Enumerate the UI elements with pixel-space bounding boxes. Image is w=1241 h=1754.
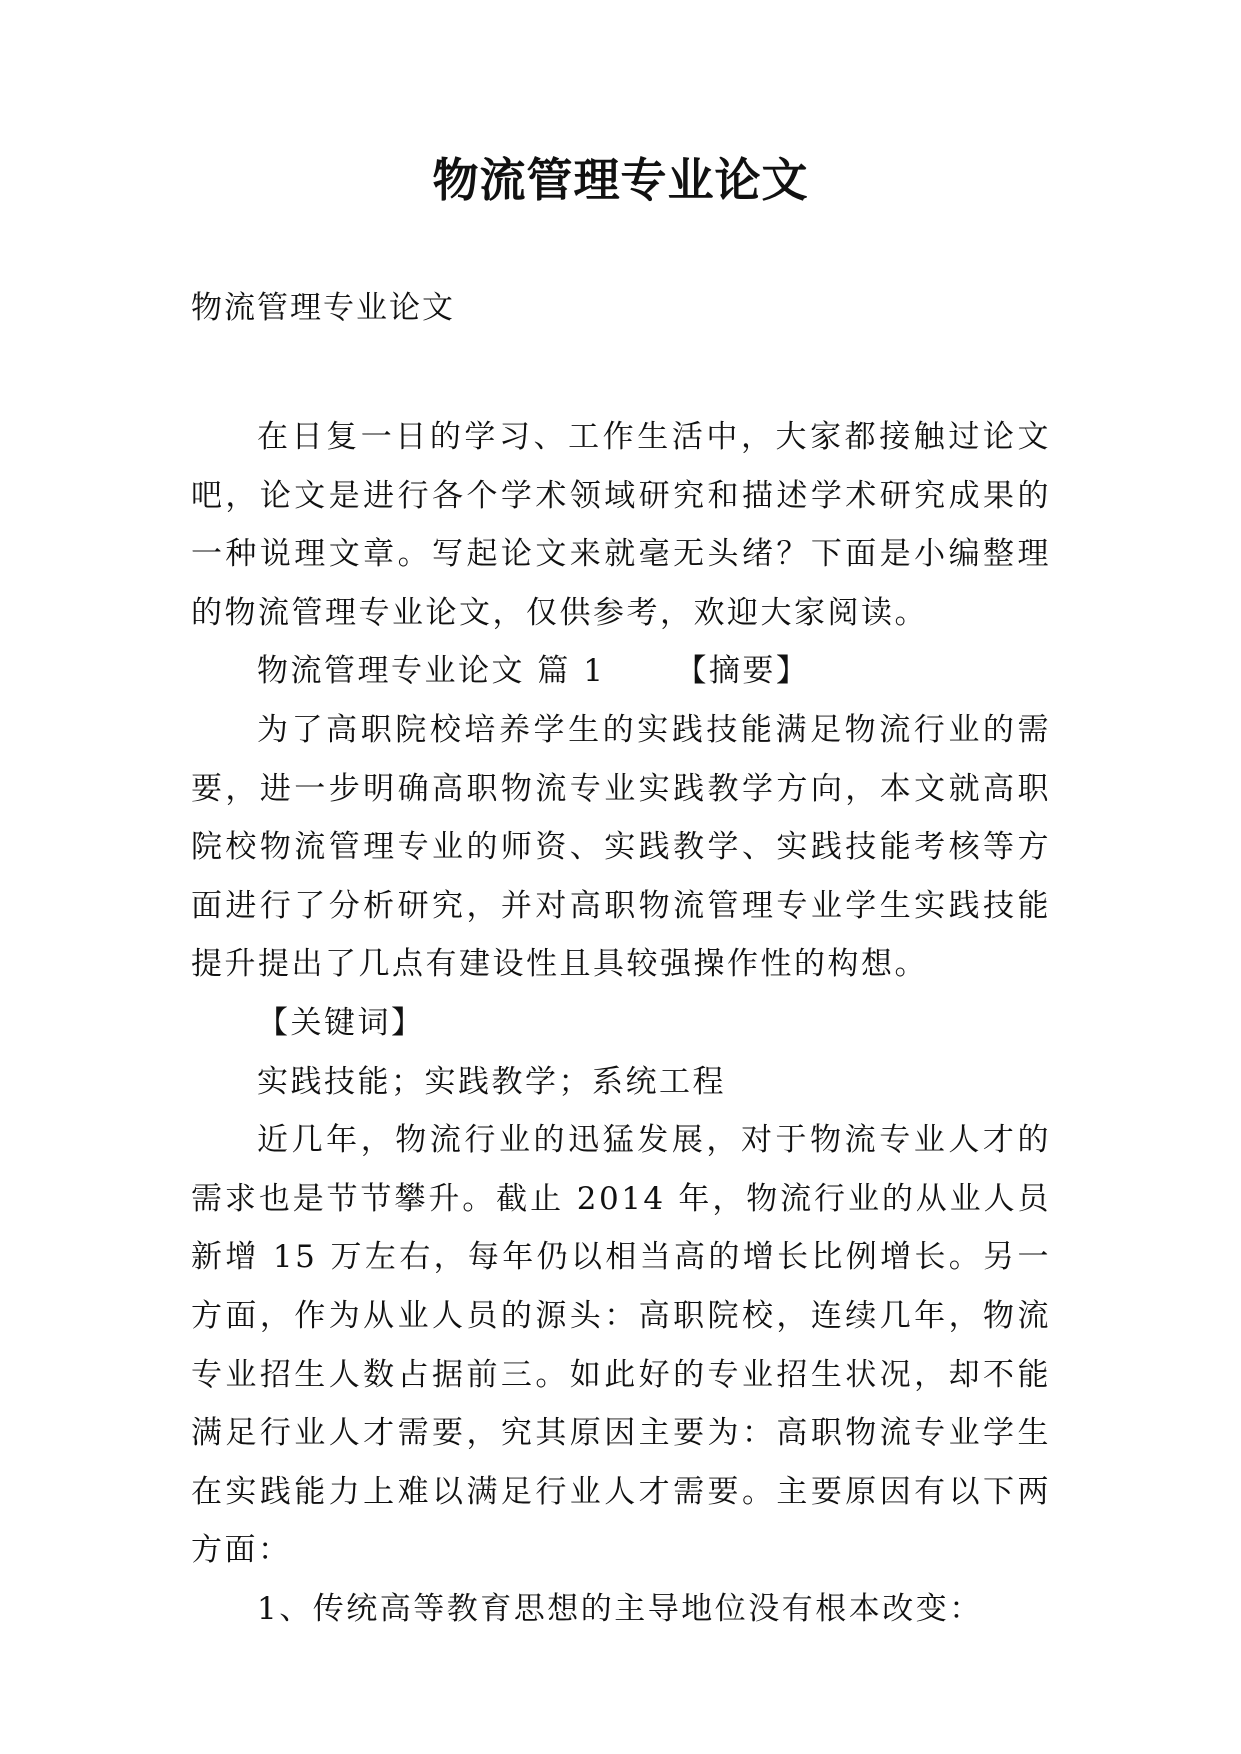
- keywords-paragraph: 实践技能；实践教学；系统工程: [257, 1063, 726, 1100]
- point-heading: 1、传统高等教育思想的主导地位没有根本改变：: [257, 1590, 983, 1627]
- document-subtitle: 物流管理专业论文: [191, 290, 455, 326]
- keywords-label: 【关键词】: [257, 1004, 425, 1041]
- document-body: [191, 408, 1051, 1638]
- body-paragraph: 近几年，物流行业的迅猛发展，对于物流专业人才的需求也是节节攀升。截止 2014 年，物流行业的从业人员新增 15 万左右，每年仍以相当高的增长比例增长。另一方面，作为从业人员的源头：高职院校，连续几年，物流专业招生人数占据前三。如此好的专业招生状况，却不能满足行业人才需要，究其原因主要为：高职物流专业学生在实践能力上难以满足行业人才需要。主要原因有以下两方面：: [191, 1122, 1051, 1569]
- section-title: 物流管理专业论文 篇 1: [257, 653, 606, 690]
- section-heading-line: [191, 642, 1051, 701]
- document-title: 物流管理专业论文: [432, 153, 809, 207]
- intro-paragraph: 在日复一日的学习、工作生活中，大家都接触过论文吧，论文是进行各个学术领域研究和描述学术研究成果的一种说理文章。写起论文来就毫无头绪？下面是小编整理的物流管理专业论文，仅供参考，欢迎大家阅读。: [191, 419, 1051, 631]
- abstract-label: 【摘要】: [675, 653, 810, 690]
- abstract-paragraph: 为了高职院校培养学生的实践技能满足物流行业的需要，进一步明确高职物流专业实践教学方向，本文就高职院校物流管理专业的师资、实践教学、实践技能考核等方面进行了分析研究，并对高职物流管理专业学生实践技能提升提出了几点有建设性且具较强操作性的构想。: [191, 711, 1051, 983]
